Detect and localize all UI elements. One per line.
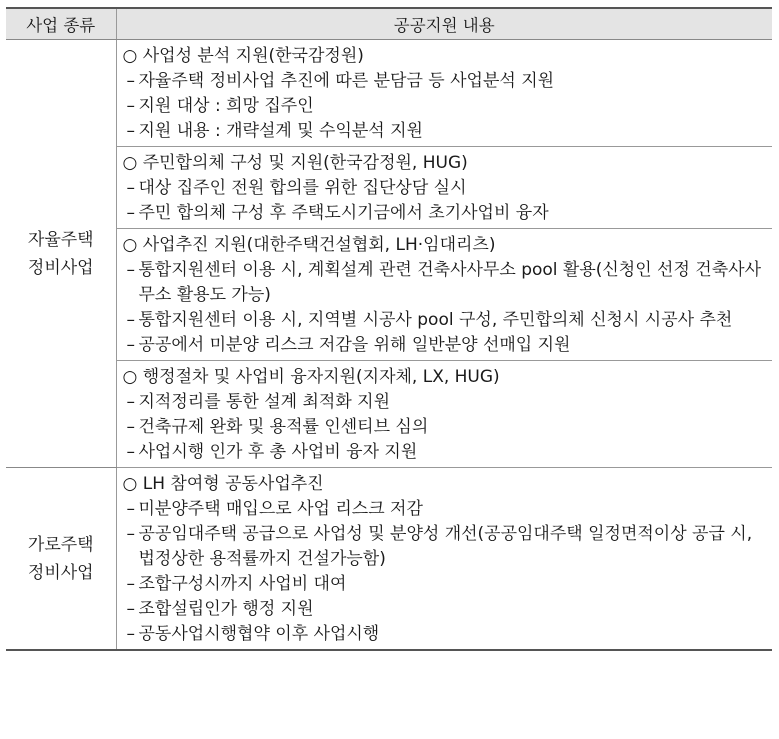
dash-bullet: –: [126, 574, 135, 594]
support-heading: ○ 사업성 분석 지원(한국감정원): [122, 46, 364, 66]
support-item: – 공동사업시행협약 이후 사업시행: [123, 622, 773, 647]
business-type-street: [6, 468, 116, 651]
table-row: [6, 229, 772, 361]
support-heading: ○ LH 참여형 공동사업추진: [122, 474, 324, 494]
dash-bullet: –: [126, 417, 135, 437]
dash-bullet: –: [126, 96, 135, 116]
header-business-type: 사업 종류: [6, 8, 116, 40]
header-row: [6, 8, 772, 40]
support-heading: ○ 주민합의체 구성 및 지원(한국감정원, HUG): [122, 153, 468, 173]
support-item: – 지적정리를 통한 설계 최적화 지원: [123, 390, 773, 415]
dash-bullet: –: [126, 121, 135, 141]
table-row: [6, 147, 772, 229]
support-heading: ○ 사업추진 지원(대한주택건설협회, LH·임대리츠): [122, 235, 496, 255]
support-block: [116, 361, 772, 468]
support-item: – 공공에서 미분양 리스크 저감을 위해 일반분양 선매입 지원: [123, 333, 773, 358]
dash-bullet: –: [126, 524, 135, 544]
business-type-line1: 가로주택: [27, 534, 94, 555]
support-item: – 건축규제 완화 및 용적률 인센티브 심의: [123, 415, 773, 440]
support-block: [116, 229, 772, 361]
support-item: – 대상 집주인 전원 합의를 위한 집단상담 실시: [123, 176, 773, 201]
support-item: – 주민 합의체 구성 후 주택도시기금에서 초기사업비 융자: [123, 201, 773, 226]
support-block: [116, 40, 772, 147]
dash-bullet: –: [126, 599, 135, 619]
support-item: – 공공임대주택 공급으로 사업성 및 분양성 개선(공공임대주택 일정면적이상 공급 시, 법정상한 용적률까지 건설가능함): [126, 524, 753, 569]
table-row: [6, 468, 772, 651]
support-block: [116, 147, 772, 229]
support-item: – 사업시행 인가 후 총 사업비 융자 지원: [123, 440, 773, 465]
header-support-content: 공공지원 내용: [116, 8, 772, 40]
business-type-autonomous: [6, 40, 116, 468]
dash-bullet: –: [126, 203, 135, 223]
dash-bullet: –: [126, 335, 135, 355]
business-type-line1: 자율주택: [27, 229, 94, 250]
dash-bullet: –: [126, 499, 135, 519]
support-item: – 조합설립인가 행정 지원: [123, 597, 773, 622]
dash-bullet: –: [126, 310, 135, 330]
dash-bullet: –: [126, 260, 135, 280]
dash-bullet: –: [126, 71, 135, 91]
support-block: [116, 468, 772, 651]
support-item: – 통합지원센터 이용 시, 지역별 시공사 pool 구성, 주민합의체 신청시 시공사 추천: [123, 308, 773, 333]
business-type-line2: 정비사업: [27, 562, 94, 583]
support-item: – 조합구성시까지 사업비 대여: [123, 572, 773, 597]
support-item: – 지원 대상 : 희망 집주인: [123, 94, 773, 119]
table-row: [6, 361, 772, 468]
dash-bullet: –: [126, 442, 135, 462]
support-item: – 미분양주택 매입으로 사업 리스크 저감: [123, 497, 773, 522]
dash-bullet: –: [126, 178, 135, 198]
dash-bullet: –: [126, 624, 135, 644]
dash-bullet: –: [126, 392, 135, 412]
support-item: – 자율주택 정비사업 추진에 따른 분담금 등 사업분석 지원: [123, 69, 773, 94]
support-item: – 지원 내용 : 개략설계 및 수익분석 지원: [123, 119, 773, 144]
business-type-line2: 정비사업: [27, 257, 94, 278]
support-item: – 통합지원센터 이용 시, 계획설계 관련 건축사사무소 pool 활용(신청인 선정 건축사사무소 활용도 가능): [126, 260, 761, 305]
public-support-table: [6, 7, 772, 651]
support-heading: ○ 행정절차 및 사업비 융자지원(지자체, LX, HUG): [122, 367, 500, 387]
table-row: [6, 40, 772, 147]
